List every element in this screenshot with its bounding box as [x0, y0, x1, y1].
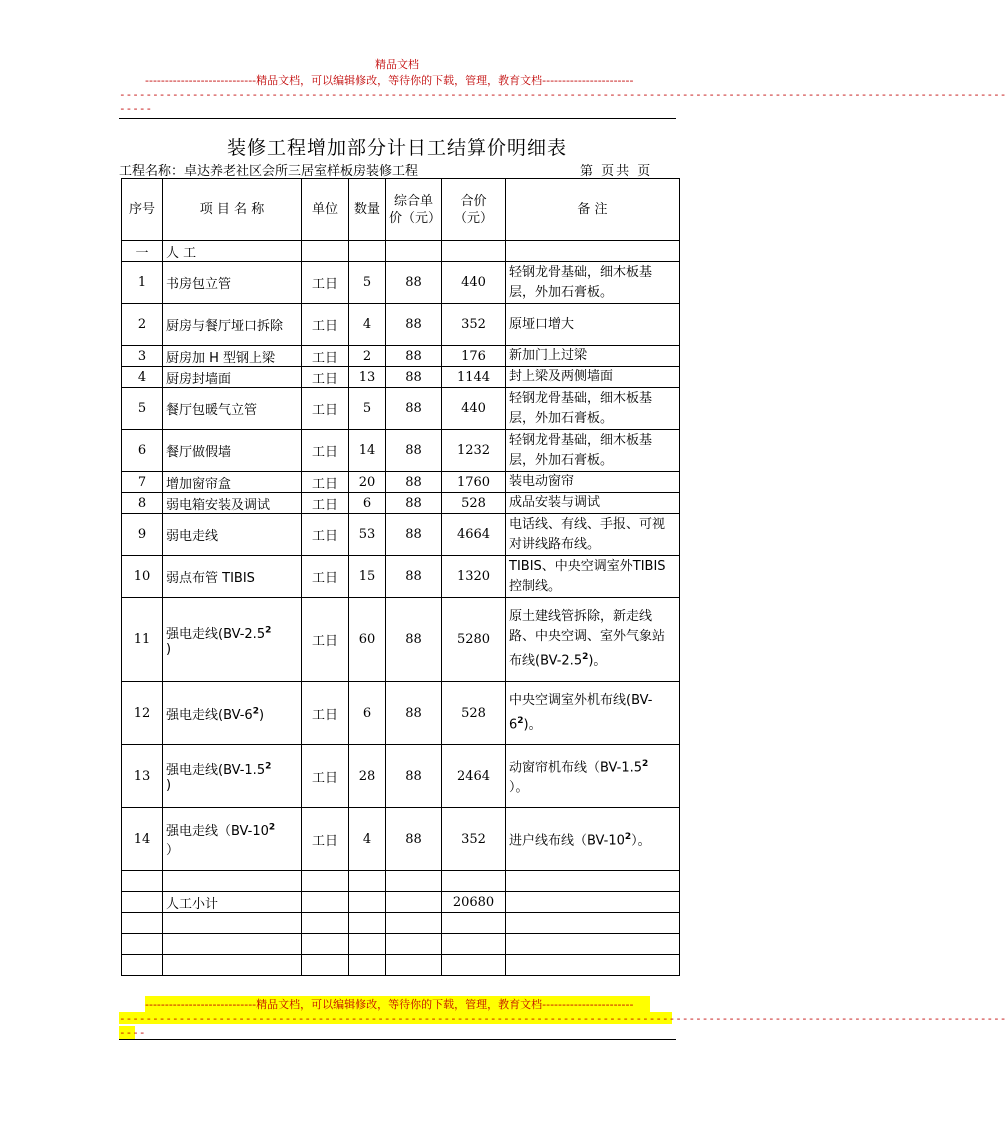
row-qty: 53 [349, 514, 386, 556]
row-total: 440 [442, 388, 506, 430]
table-row [122, 388, 680, 430]
row-remark: 装电动窗帘 [506, 472, 680, 493]
table-row [122, 682, 680, 745]
row-qty: 6 [349, 493, 386, 514]
row-remark: 成品安装与调试 [506, 493, 680, 514]
row-seq: 11 [122, 598, 163, 682]
row-remark: 新加门上过梁 [506, 346, 680, 367]
row-remark: 原垭口增大 [506, 304, 680, 346]
table-row [122, 472, 680, 493]
header-qty: 数量 [349, 179, 386, 241]
row-unit: 工日 [302, 430, 349, 472]
row-name: 强电走线($BV-1.5^2$ ) [163, 745, 302, 808]
table-header-row [122, 179, 680, 241]
row-name: 厨房封墙面 [163, 367, 302, 388]
row-remark: 电话线、有线、手报、可视对讲线路布线。 [506, 514, 680, 556]
row-seq: 12 [122, 682, 163, 745]
empty-row [122, 913, 680, 934]
document-title: 装修工程增加部分计日工结算价明细表 [226, 137, 567, 159]
row-qty: 60 [349, 598, 386, 682]
row-remark: 轻钢龙骨基础，细木板基层，外加石膏板。 [506, 388, 680, 430]
row-unit: 工日 [302, 808, 349, 871]
row-price: 88 [386, 346, 442, 367]
row-qty: 28 [349, 745, 386, 808]
row-remark: 封上梁及两侧墙面 [506, 367, 680, 388]
watermark-title: 精品文档 [375, 58, 419, 71]
table-row [122, 262, 680, 304]
row-unit: 工日 [302, 745, 349, 808]
row-price: 88 [386, 556, 442, 598]
row-total: 1144 [442, 367, 506, 388]
row-name: 餐厅包暖气立管 [163, 388, 302, 430]
header-unit: 单位 [302, 179, 349, 241]
row-qty: 4 [349, 304, 386, 346]
table-row [122, 493, 680, 514]
row-price: 88 [386, 745, 442, 808]
row-qty: 14 [349, 430, 386, 472]
footer-watermark-banner: ----------------------------精品文档，可以编辑修改，等待你的下载，管理，教育文档----------------------- [145, 996, 650, 1012]
empty-row [122, 934, 680, 955]
row-unit: 工日 [302, 514, 349, 556]
row-remark: 轻钢龙骨基础，细木板基层，外加石膏板。 [506, 262, 680, 304]
header-total: 合价（元） [442, 179, 506, 241]
row-seq: 6 [122, 430, 163, 472]
watermark-dash-line: -------------------------------------------------------------------------------------------------------------------------------------- [119, 88, 1006, 101]
section-name: 人 工 [163, 241, 302, 262]
row-name: 弱点布管 TIBIS [163, 556, 302, 598]
row-total: 352 [442, 808, 506, 871]
row-remark: 原土建线管拆除，新走线路、中央空调、室外气象站布线$(BV-2.5^2)$。 [506, 598, 680, 682]
row-total: 352 [442, 304, 506, 346]
row-price: 88 [386, 388, 442, 430]
row-unit: 工日 [302, 388, 349, 430]
page-indicator: 第 页共 页 [580, 164, 653, 179]
header-seq: 序号 [122, 179, 163, 241]
subtotal-label: 人工小计 [163, 892, 302, 913]
row-name: 厨房与餐厅垭口拆除 [163, 304, 302, 346]
section-row [122, 241, 680, 262]
row-total: 2464 [442, 745, 506, 808]
row-unit: 工日 [302, 493, 349, 514]
row-price: 88 [386, 808, 442, 871]
row-qty: 20 [349, 472, 386, 493]
row-unit: 工日 [302, 598, 349, 682]
row-name: 书房包立管 [163, 262, 302, 304]
table-row [122, 346, 680, 367]
watermark-dash-tail: ----- [119, 102, 153, 115]
row-seq: 2 [122, 304, 163, 346]
row-name: 弱电走线 [163, 514, 302, 556]
row-price: 88 [386, 430, 442, 472]
row-name: 厨房加 H 型钢上梁 [163, 346, 302, 367]
row-price: 88 [386, 514, 442, 556]
row-seq: 4 [122, 367, 163, 388]
section-seq: 一 [122, 241, 163, 262]
table-row [122, 745, 680, 808]
row-total: 1320 [442, 556, 506, 598]
subtotal-row [122, 892, 680, 913]
subtotal-total: 20680 [442, 892, 506, 913]
footer-dash-line: -------------------------------------------------------------------------------------------------------------------------------------- [119, 1012, 1006, 1025]
row-unit: 工日 [302, 262, 349, 304]
row-qty: 6 [349, 682, 386, 745]
settlement-table [121, 178, 680, 976]
row-total: 440 [442, 262, 506, 304]
row-qty: 5 [349, 388, 386, 430]
row-qty: 4 [349, 808, 386, 871]
row-name: 弱电箱安装及调试 [163, 493, 302, 514]
project-name: 工程名称：卓达养老社区会所三居室样板房装修工程 [119, 164, 419, 179]
header-remark: 备 注 [506, 179, 680, 241]
empty-row [122, 871, 680, 892]
row-seq: 7 [122, 472, 163, 493]
row-price: 88 [386, 304, 442, 346]
table-row [122, 430, 680, 472]
row-remark: 中央空调室外机布线$(BV-6^2)$。 [506, 682, 680, 745]
row-total: 528 [442, 682, 506, 745]
row-name: 餐厅做假墙 [163, 430, 302, 472]
row-seq: 10 [122, 556, 163, 598]
row-name: 强电走线($BV-2.5^2$ ) [163, 598, 302, 682]
header-name: 项 目 名 称 [163, 179, 302, 241]
row-name: 强电走线（$BV-10^2$ ） [163, 808, 302, 871]
row-qty: 2 [349, 346, 386, 367]
row-price: 88 [386, 598, 442, 682]
row-qty: 5 [349, 262, 386, 304]
row-remark: 轻钢龙骨基础，细木板基层，外加石膏板。 [506, 430, 680, 472]
watermark-banner: ----------------------------精品文档，可以编辑修改，等待你的下载，管理，教育文档----------------------- [145, 74, 634, 87]
row-unit: 工日 [302, 472, 349, 493]
row-remark: TIBIS、中央空调室外TIBIS 控制线。 [506, 556, 680, 598]
table-row [122, 598, 680, 682]
row-seq: 14 [122, 808, 163, 871]
row-total: 5280 [442, 598, 506, 682]
row-unit: 工日 [302, 367, 349, 388]
header-price: 综合单价（元） [386, 179, 442, 241]
table-row [122, 304, 680, 346]
footer-rule [119, 1039, 676, 1040]
row-seq: 3 [122, 346, 163, 367]
row-seq: 9 [122, 514, 163, 556]
row-name: 增加窗帘盒 [163, 472, 302, 493]
row-qty: 15 [349, 556, 386, 598]
row-unit: 工日 [302, 346, 349, 367]
row-qty: 13 [349, 367, 386, 388]
row-total: 1760 [442, 472, 506, 493]
row-total: 4664 [442, 514, 506, 556]
row-unit: 工日 [302, 304, 349, 346]
row-price: 88 [386, 262, 442, 304]
table-row [122, 808, 680, 871]
row-price: 88 [386, 472, 442, 493]
row-unit: 工日 [302, 682, 349, 745]
row-remark: 动窗帘机布线（$BV-1.5^2$ ）。 [506, 745, 680, 808]
table-row [122, 556, 680, 598]
row-seq: 1 [122, 262, 163, 304]
row-total: 176 [442, 346, 506, 367]
row-name: 强电走线$(BV-6^2)$ [163, 682, 302, 745]
row-remark: 进户线布线$(BV-10^2)$。 [506, 808, 680, 871]
row-seq: 5 [122, 388, 163, 430]
empty-row [122, 955, 680, 976]
row-price: 88 [386, 682, 442, 745]
row-price: 88 [386, 493, 442, 514]
row-price: 88 [386, 367, 442, 388]
row-unit: 工日 [302, 556, 349, 598]
table-row [122, 367, 680, 388]
table-row [122, 514, 680, 556]
row-seq: 13 [122, 745, 163, 808]
row-total: 1232 [442, 430, 506, 472]
row-total: 528 [442, 493, 506, 514]
footer-dash-tail: ---- [119, 1026, 146, 1039]
header-rule [119, 118, 676, 119]
row-seq: 8 [122, 493, 163, 514]
